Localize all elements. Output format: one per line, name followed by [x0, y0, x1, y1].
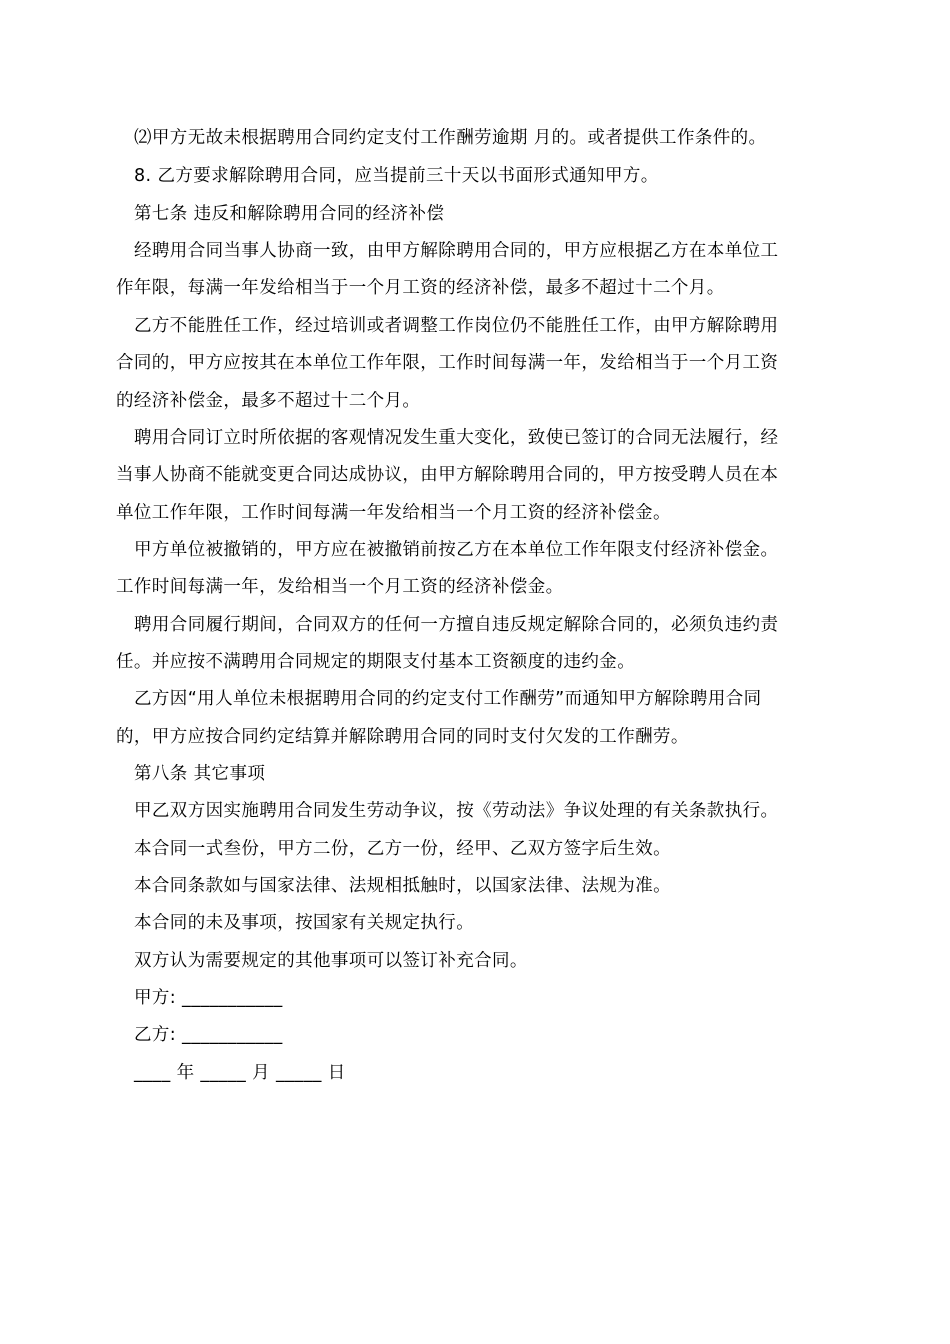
paragraph-line: 甲方单位被撤销的，甲方应在被撤销前按乙方在本单位工作年限支付经济补偿金。 — [134, 540, 779, 560]
paragraph-line: 单位工作年限，工作时间每满一年发给相当一个月工资的经济补偿金。 — [116, 503, 671, 523]
paragraph-line: 本合同条款如与国家法律、法规相抵触时，以国家法律、法规为准。 — [134, 876, 671, 896]
paragraph-line: 的，甲方应按合同约定结算并解除聘用合同的同时支付欠发的工作酬劳。 — [116, 727, 689, 747]
paragraph-line: 的经济补偿金，最多不超过十二个月。 — [116, 391, 421, 411]
paragraph-line: 作年限，每满一年发给相当于一个月工资的经济补偿，最多不超过十二个月。 — [116, 278, 725, 298]
paragraph-line: 当事人协商不能就变更合同达成协议，由甲方解除聘用合同的，甲方按受聘人员在本 — [116, 465, 779, 485]
paragraph-line: 工作时间每满一年，发给相当一个月工资的经济补偿金。 — [116, 577, 564, 597]
party-b-signature-line: 乙方: ___________ — [134, 1025, 283, 1045]
clause-line: 8. 乙方要求解除聘用合同，应当提前三十天以书面形式通知甲方。 — [134, 166, 659, 186]
date-line: ____ 年 _____ 月 _____ 日 — [134, 1063, 346, 1083]
paragraph-line: 聘用合同履行期间，合同双方的任何一方擅自违反规定解除合同的，必须负违约责 — [134, 615, 779, 635]
article-heading: 第八条 其它事项 — [134, 764, 266, 784]
paragraph-line: 本合同一式叁份，甲方二份，乙方一份，经甲、乙双方签字后生效。 — [134, 839, 671, 859]
paragraph-line: 乙方不能胜任工作，经过培训或者调整工作岗位仍不能胜任工作，由甲方解除聘用 — [134, 316, 779, 336]
party-a-signature-line: 甲方: ___________ — [134, 988, 283, 1008]
paragraph-line: 双方认为需要规定的其他事项可以签订补充合同。 — [134, 951, 528, 971]
paragraph-line: 任。并应按不满聘用合同规定的期限支付基本工资额度的违约金。 — [116, 652, 636, 672]
paragraph-line: 合同的，甲方应按其在本单位工作年限，工作时间每满一年，发给相当于一个月工资 — [116, 353, 779, 373]
paragraph-line: 甲乙双方因实施聘用合同发生劳动争议，按《劳动法》争议处理的有关条款执行。 — [134, 801, 779, 821]
paragraph-line: 经聘用合同当事人协商一致，由甲方解除聘用合同的，甲方应根据乙方在本单位工 — [134, 241, 779, 261]
article-heading: 第七条 违反和解除聘用合同的经济补偿 — [134, 204, 445, 224]
paragraph-line: 聘用合同订立时所依据的客观情况发生重大变化，致使已签订的合同无法履行，经 — [134, 428, 779, 448]
clause-line: ⑵甲方无故未根据聘用合同约定支付工作酬劳逾期 月的。或者提供工作条件的。 — [134, 128, 767, 148]
paragraph-line: 本合同的未及事项，按国家有关规定执行。 — [134, 913, 475, 933]
paragraph-line: 乙方因“用人单位未根据聘用合同的约定支付工作酬劳”而通知甲方解除聘用合同 — [134, 689, 762, 709]
